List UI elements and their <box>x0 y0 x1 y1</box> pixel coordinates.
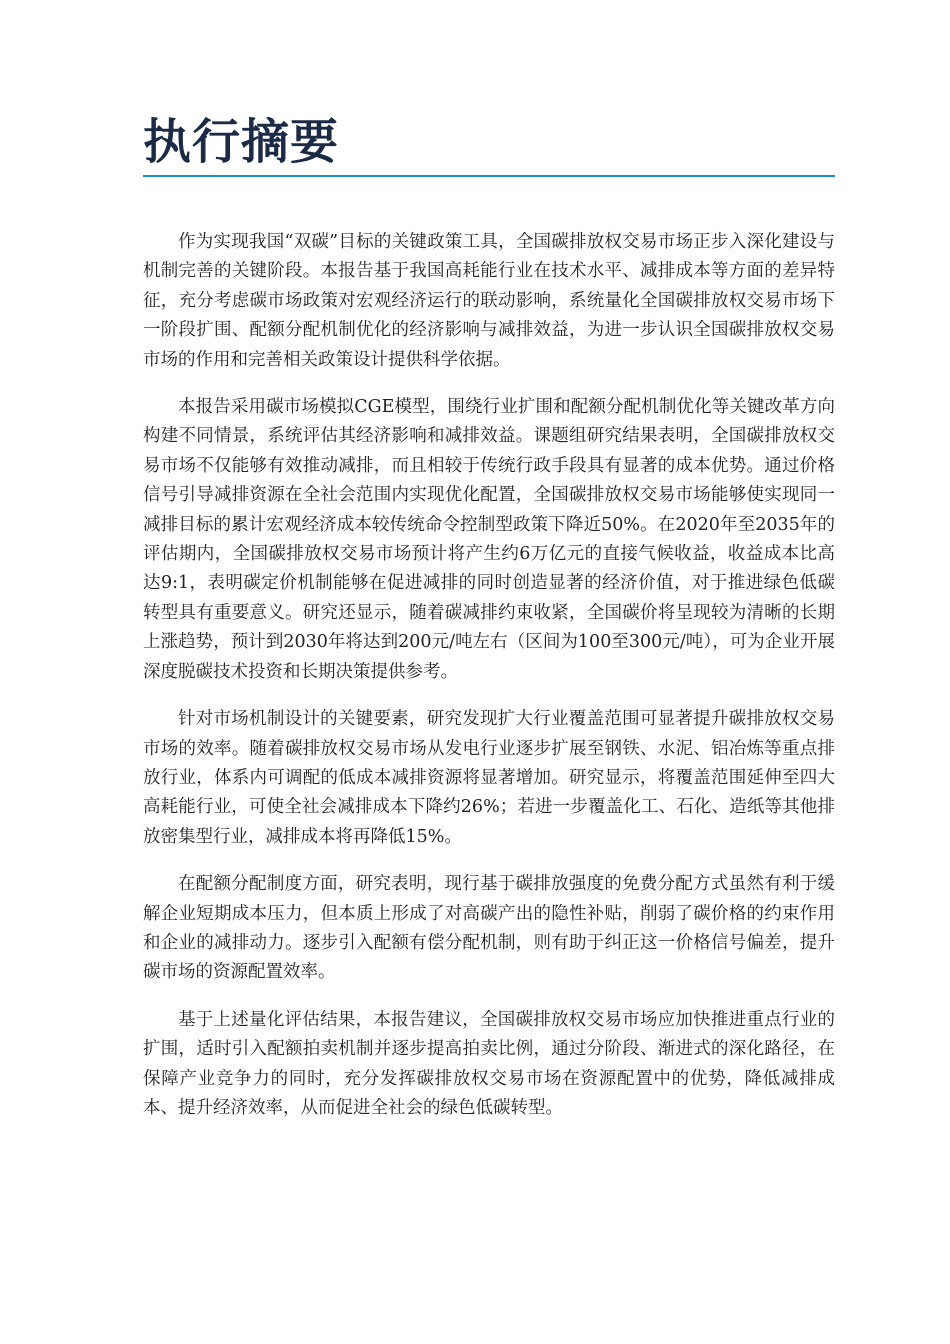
paragraph-2: 本报告采用碳市场模拟CGE模型，围绕行业扩围和配额分配机制优化等关键改革方向构建不同情景，系统评估其经济影响和减排效益。课题组研究结果表明，全国碳排放权交易市场不仅能够有效推动减排，而且相较于传统行政手段具有显著的成本优势。通过价格信号引导减排资源在全社会范围内实现优化配置，全国碳排放权交易市场能够使实现同一减排目标的累计宏观经济成本较传统命令控制型政策下降近50%。在2020年至2035年的评估期内，全国碳排放权交易市场预计将产生约6万亿元的直接气候收益，收益成本比高达9:1，表明碳定价机制能够在促进减排的同时创造显著的经济价值，对于推进绿色低碳转型具有重要意义。研究还显示，随着碳减排约束收紧，全国碳价将呈现较为清晰的长期上涨趋势，预计到2030年将达到200元/吨左右（区间为100至300元/吨），可为企业开展深度脱碳技术投资和长期决策提供参考。 <box>143 397 835 682</box>
document-body <box>143 228 835 1141</box>
paragraph-3: 针对市场机制设计的关键要素，研究发现扩大行业覆盖范围可显著提升碳排放权交易市场的效率。随着碳排放权交易市场从发电行业逐步扩展至钢铁、水泥、铝冶炼等重点排放行业，体系内可调配的低成本减排资源将显著增加。研究显示，将覆盖范围延伸至四大高耗能行业，可使全社会减排成本下降约26%；若进一步覆盖化工、石化、造纸等其他排放密集型行业，减排成本将再降低15%。 <box>143 709 835 847</box>
page-title: 执行摘要 <box>143 114 340 170</box>
paragraph-1: 作为实现我国“双碳”目标的关键政策工具，全国碳排放权交易市场正步入深化建设与机制完善的关键阶段。本报告基于我国高耗能行业在技术水平、减排成本等方面的差异特征，充分考虑碳市场政策对宏观经济运行的联动影响，系统量化全国碳排放权交易市场下一阶段扩围、配额分配机制优化的经济影响与减排效益，为进一步认识全国碳排放权交易市场的作用和完善相关政策设计提供科学依据。 <box>143 232 835 370</box>
title-divider <box>143 175 835 177</box>
paragraph-5: 基于上述量化评估结果，本报告建议，全国碳排放权交易市场应加快推进重点行业的扩围，适时引入配额拍卖机制并逐步提高拍卖比例，通过分阶段、渐进式的深化路径，在保障产业竞争力的同时，充分发挥碳排放权交易市场在资源配置中的优势，降低减排成本、提升经济效率，从而促进全社会的绿色低碳转型。 <box>143 1009 835 1118</box>
paragraph-4: 在配额分配制度方面，研究表明，现行基于碳排放强度的免费分配方式虽然有利于缓解企业短期成本压力，但本质上形成了对高碳产出的隐性补贴，削弱了碳价格的约束作用和企业的减排动力。逐步引入配额有偿分配机制，则有助于纠正这一价格信号偏差，提升碳市场的资源配置效率。 <box>143 874 835 983</box>
